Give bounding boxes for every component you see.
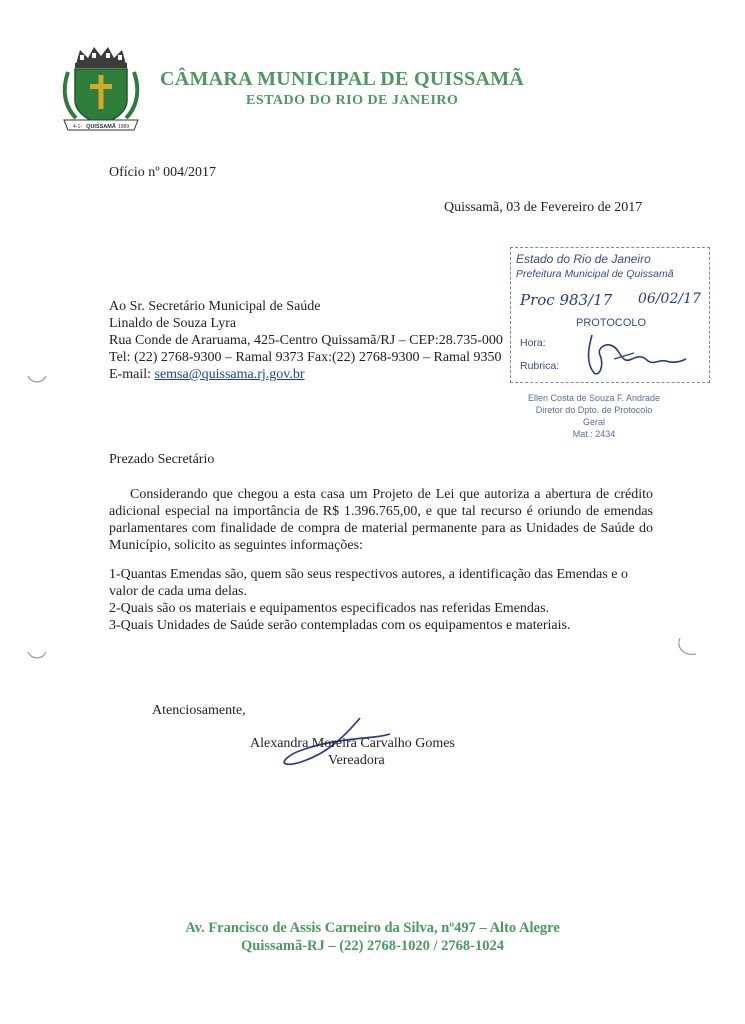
signer-title: Vereadora — [328, 753, 385, 768]
recipient-email-line — [109, 366, 305, 383]
punch-mark-icon — [26, 374, 48, 386]
protocol-official-stamp — [524, 392, 664, 440]
body-paragraph: Considerando que chegou a esta casa um Projeto de Lei que autoriza a abertura de crédito adicional especial na importância de R$ 1.396.765,00, e que tal recurso é oriundo de emendas parlamentares com finalidade de compra de material permanente para as Unidades de Saúde do Município, solicito as seguintes informações: — [109, 487, 653, 553]
item-3: 3-Quais Unidades de Saúde serão contempladas com os equipamentos e materiais. — [109, 618, 571, 633]
official-role: Diretor do Dpto. de Protocolo Geral — [535, 405, 653, 427]
letterhead-title: CÂMARA MUNICIPAL DE QUISSAMÃ — [160, 68, 525, 90]
stamp-hora-label: Hora: — [520, 337, 546, 349]
stamp-state: Estado do Rio de Janeiro — [516, 252, 651, 266]
recipient-title: Ao Sr. Secretário Municipal de Saúde — [109, 299, 321, 314]
punch-mark-icon — [676, 636, 700, 658]
item-1: 1-Quantas Emendas são, quem são seus respectivos autores, a identificação das Emendas e o valor de cada uma delas. — [109, 567, 628, 599]
email-label: E-mail: — [109, 367, 155, 382]
letterhead-subtitle: ESTADO DO RIO DE JANEIRO — [246, 93, 459, 108]
crest-date-left: 4-1- — [73, 124, 82, 130]
salutation: Prezado Secretário — [109, 452, 215, 467]
place-date: Quissamã, 03 de Fevereiro de 2017 — [444, 200, 643, 215]
protocol-stamp — [510, 247, 710, 383]
email-link[interactable]: semsa@quissama.rj.gov.br — [154, 367, 305, 382]
official-registration: Mat.: 2434 — [572, 429, 616, 439]
official-name: Ellen Costa de Souza F. Andrade — [527, 393, 661, 403]
stamp-process-number: Proc 983/17 — [520, 291, 613, 309]
stamp-prefecture: Prefeitura Municipal de Quissamã — [516, 268, 674, 280]
stamp-protocolo-label: PROTOCOLO — [576, 317, 647, 329]
stamp-rubric-signature-icon — [574, 329, 694, 377]
recipient-name: Linaldo de Souza Lyra — [109, 316, 237, 331]
item-2: 2-Quais são os materiais e equipamentos especificados nas referidas Emendas. — [109, 601, 550, 616]
coat-of-arms-icon — [58, 44, 144, 136]
letter-reference: Ofício nº 004/2017 — [109, 165, 216, 180]
recipient-phone: Tel: (22) 2768-9300 – Ramal 9373 Fax:(22) 2768-9300 – Ramal 9350 — [109, 350, 502, 365]
crest-ribbon-text: QUISSAMÃ — [86, 124, 116, 130]
footer-phone: Quissamã-RJ – (22) 2768-1020 / 2768-1024 — [240, 938, 504, 954]
stamp-date: 06/02/17 — [638, 291, 701, 307]
punch-mark-icon — [26, 650, 48, 662]
signer-name: Alexandra Moreira Carvalho Gomes — [250, 736, 455, 751]
closing: Atenciosamente, — [152, 703, 246, 718]
stamp-rubrica-label: Rubrica: — [520, 360, 560, 372]
footer-address: Av. Francisco de Assis Carneiro da Silva, nº497 – Alto Alegre — [185, 920, 560, 936]
recipient-address: Rua Conde de Araruama, 425-Centro Quissamã/RJ – CEP:28.735-000 — [109, 333, 503, 348]
crest-date-right: 1989 — [118, 124, 130, 130]
